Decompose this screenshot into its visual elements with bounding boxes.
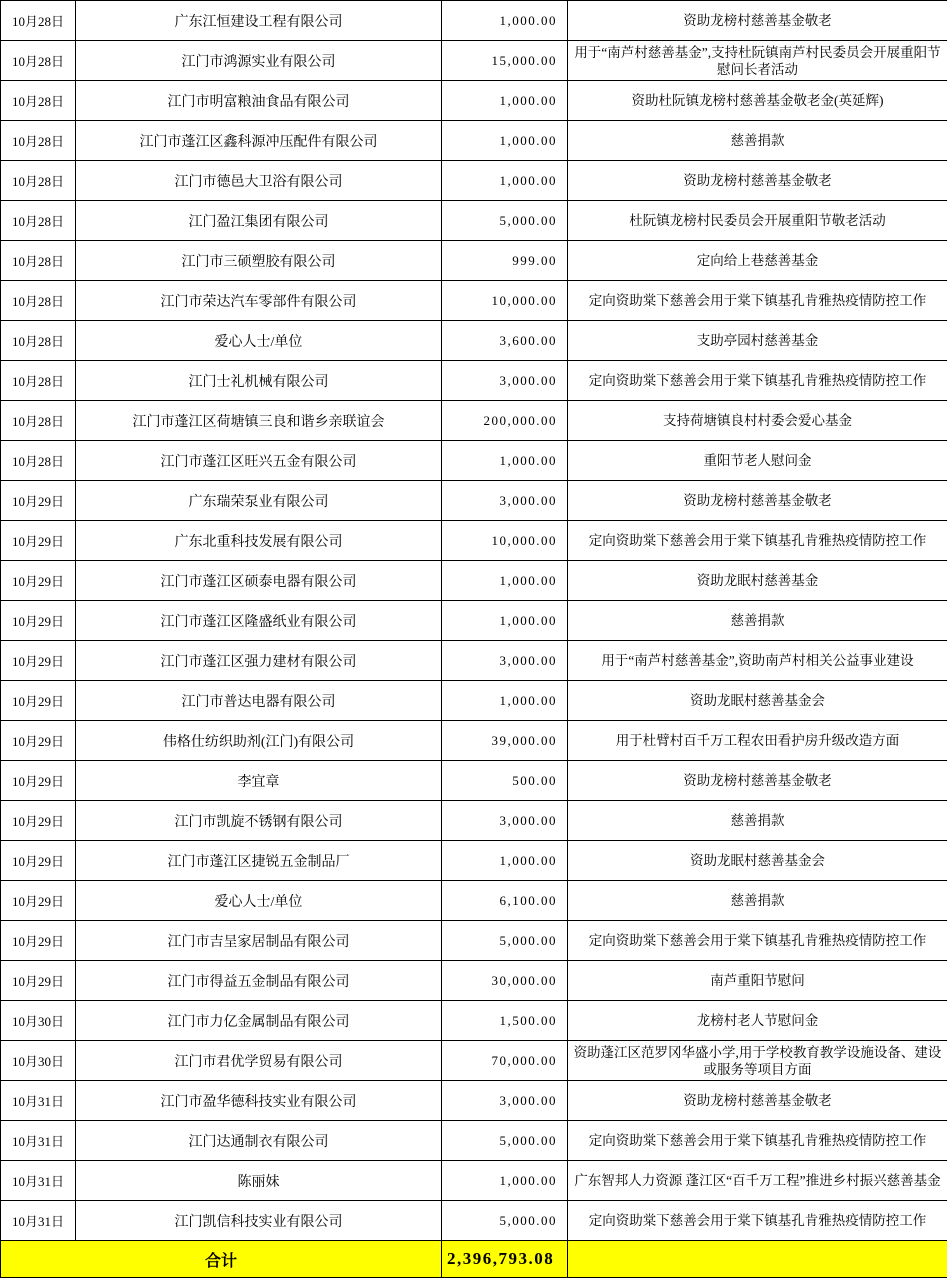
purpose-cell: 定向资助棠下慈善会用于棠下镇基孔肯雅热疫情防控工作 xyxy=(568,1201,947,1241)
donor-cell: 江门市君优学贸易有限公司 xyxy=(76,1041,442,1081)
table-row xyxy=(1,521,947,561)
table-row xyxy=(1,201,947,241)
table-row xyxy=(1,81,947,121)
date-cell: 10月29日 xyxy=(1,921,76,961)
donor-cell: 江门市盈华德科技实业有限公司 xyxy=(76,1081,442,1121)
table-row xyxy=(1,161,947,201)
donor-cell: 江门市鸿源实业有限公司 xyxy=(76,41,442,81)
amount-cell: 5,000.00 xyxy=(442,921,568,961)
table-row xyxy=(1,1,947,41)
amount-cell: 1,000.00 xyxy=(442,1161,568,1201)
purpose-cell: 用于“南芦村慈善基金”,支持杜阮镇南芦村民委员会开展重阳节慰问长者活动 xyxy=(568,41,947,81)
donor-cell: 江门市蓬江区隆盛纸业有限公司 xyxy=(76,601,442,641)
purpose-cell: 慈善捐款 xyxy=(568,881,947,921)
donor-cell: 江门市德邑大卫浴有限公司 xyxy=(76,161,442,201)
donor-cell: 陈丽妹 xyxy=(76,1161,442,1201)
total-empty-cell xyxy=(568,1241,947,1278)
table-row xyxy=(1,1161,947,1201)
table-row xyxy=(1,801,947,841)
date-cell: 10月28日 xyxy=(1,321,76,361)
amount-cell: 5,000.00 xyxy=(442,201,568,241)
donor-cell: 江门士礼机械有限公司 xyxy=(76,361,442,401)
date-cell: 10月28日 xyxy=(1,81,76,121)
donor-cell: 广东江恒建设工程有限公司 xyxy=(76,1,442,41)
donor-cell: 江门市普达电器有限公司 xyxy=(76,681,442,721)
table-row xyxy=(1,561,947,601)
purpose-cell: 重阳节老人慰问金 xyxy=(568,441,947,481)
table-row xyxy=(1,401,947,441)
purpose-cell: 南芦重阳节慰问 xyxy=(568,961,947,1001)
date-cell: 10月28日 xyxy=(1,441,76,481)
purpose-cell: 资助龙榜村慈善基金敬老 xyxy=(568,1,947,41)
table-row xyxy=(1,961,947,1001)
date-cell: 10月30日 xyxy=(1,1041,76,1081)
date-cell: 10月28日 xyxy=(1,201,76,241)
amount-cell: 1,000.00 xyxy=(442,161,568,201)
table-row xyxy=(1,481,947,521)
amount-cell: 1,000.00 xyxy=(442,841,568,881)
purpose-cell: 资助龙眠村慈善基金会 xyxy=(568,841,947,881)
total-section xyxy=(1,1241,947,1278)
amount-cell: 10,000.00 xyxy=(442,281,568,321)
donor-cell: 江门凯信科技实业有限公司 xyxy=(76,1201,442,1241)
table-row xyxy=(1,1121,947,1161)
amount-cell: 1,000.00 xyxy=(442,681,568,721)
table-row xyxy=(1,841,947,881)
amount-cell: 1,000.00 xyxy=(442,441,568,481)
amount-cell: 1,000.00 xyxy=(442,601,568,641)
table-row xyxy=(1,41,947,81)
purpose-cell: 定向资助棠下慈善会用于棠下镇基孔肯雅热疫情防控工作 xyxy=(568,361,947,401)
amount-cell: 5,000.00 xyxy=(442,1121,568,1161)
amount-cell: 3,000.00 xyxy=(442,361,568,401)
date-cell: 10月29日 xyxy=(1,641,76,681)
purpose-cell: 资助龙榜村慈善基金敬老 xyxy=(568,161,947,201)
purpose-cell: 资助龙眠村慈善基金会 xyxy=(568,681,947,721)
table-row xyxy=(1,281,947,321)
amount-cell: 999.00 xyxy=(442,241,568,281)
date-cell: 10月31日 xyxy=(1,1161,76,1201)
table-row xyxy=(1,361,947,401)
amount-cell: 3,000.00 xyxy=(442,481,568,521)
date-cell: 10月28日 xyxy=(1,241,76,281)
date-cell: 10月29日 xyxy=(1,481,76,521)
amount-cell: 3,000.00 xyxy=(442,801,568,841)
amount-cell: 15,000.00 xyxy=(442,41,568,81)
purpose-cell: 龙榜村老人节慰问金 xyxy=(568,1001,947,1041)
date-cell: 10月29日 xyxy=(1,761,76,801)
date-cell: 10月29日 xyxy=(1,561,76,601)
date-cell: 10月29日 xyxy=(1,601,76,641)
donor-cell: 江门市明富粮油食品有限公司 xyxy=(76,81,442,121)
date-cell: 10月29日 xyxy=(1,881,76,921)
purpose-cell: 慈善捐款 xyxy=(568,601,947,641)
amount-cell: 3,600.00 xyxy=(442,321,568,361)
purpose-cell: 定向资助棠下慈善会用于棠下镇基孔肯雅热疫情防控工作 xyxy=(568,521,947,561)
purpose-cell: 定向资助棠下慈善会用于棠下镇基孔肯雅热疫情防控工作 xyxy=(568,281,947,321)
purpose-cell: 支助亭园村慈善基金 xyxy=(568,321,947,361)
purpose-cell: 杜阮镇龙榜村民委员会开展重阳节敬老活动 xyxy=(568,201,947,241)
donor-cell: 江门市三硕塑胶有限公司 xyxy=(76,241,442,281)
date-cell: 10月28日 xyxy=(1,121,76,161)
donor-cell: 李宜章 xyxy=(76,761,442,801)
amount-cell: 1,500.00 xyxy=(442,1001,568,1041)
amount-cell: 30,000.00 xyxy=(442,961,568,1001)
amount-cell: 500.00 xyxy=(442,761,568,801)
purpose-cell: 定向资助棠下慈善会用于棠下镇基孔肯雅热疫情防控工作 xyxy=(568,921,947,961)
donor-cell: 江门市蓬江区硕泰电器有限公司 xyxy=(76,561,442,601)
purpose-cell: 资助龙眠村慈善基金 xyxy=(568,561,947,601)
amount-cell: 6,100.00 xyxy=(442,881,568,921)
donor-cell: 广东北重科技发展有限公司 xyxy=(76,521,442,561)
purpose-cell: 支持荷塘镇良村村委会爱心基金 xyxy=(568,401,947,441)
purpose-cell: 用于杜臂村百千万工程农田看护房升级改造方面 xyxy=(568,721,947,761)
amount-cell: 3,000.00 xyxy=(442,641,568,681)
amount-cell: 39,000.00 xyxy=(442,721,568,761)
donor-cell: 江门市蓬江区鑫科源冲压配件有限公司 xyxy=(76,121,442,161)
date-cell: 10月29日 xyxy=(1,961,76,1001)
amount-cell: 5,000.00 xyxy=(442,1201,568,1241)
date-cell: 10月29日 xyxy=(1,681,76,721)
amount-cell: 70,000.00 xyxy=(442,1041,568,1081)
donation-rows xyxy=(1,1,947,1241)
date-cell: 10月28日 xyxy=(1,281,76,321)
table-row xyxy=(1,681,947,721)
donor-cell: 江门市凯旋不锈钢有限公司 xyxy=(76,801,442,841)
table-row xyxy=(1,1041,947,1081)
table-row xyxy=(1,601,947,641)
donor-cell: 江门市得益五金制品有限公司 xyxy=(76,961,442,1001)
date-cell: 10月29日 xyxy=(1,801,76,841)
table-row xyxy=(1,321,947,361)
date-cell: 10月29日 xyxy=(1,721,76,761)
table-row xyxy=(1,881,947,921)
donor-cell: 江门市荣达汽车零部件有限公司 xyxy=(76,281,442,321)
donor-cell: 江门市蓬江区捷锐五金制品厂 xyxy=(76,841,442,881)
total-label-cell: 合计 xyxy=(1,1241,442,1278)
date-cell: 10月28日 xyxy=(1,161,76,201)
total-amount-cell: 2,396,793.08 xyxy=(442,1241,568,1278)
donor-cell: 江门市蓬江区强力建材有限公司 xyxy=(76,641,442,681)
date-cell: 10月30日 xyxy=(1,1001,76,1041)
total-row xyxy=(1,1241,947,1278)
table-row xyxy=(1,441,947,481)
date-cell: 10月28日 xyxy=(1,361,76,401)
date-cell: 10月31日 xyxy=(1,1121,76,1161)
date-cell: 10月28日 xyxy=(1,41,76,81)
amount-cell: 1,000.00 xyxy=(442,561,568,601)
table-row xyxy=(1,1081,947,1121)
donor-cell: 爱心人士/单位 xyxy=(76,881,442,921)
donor-cell: 江门市蓬江区旺兴五金有限公司 xyxy=(76,441,442,481)
donor-cell: 伟格仕纺织助剂(江门)有限公司 xyxy=(76,721,442,761)
table-row xyxy=(1,1001,947,1041)
date-cell: 10月31日 xyxy=(1,1201,76,1241)
donor-cell: 江门市蓬江区荷塘镇三良和谐乡亲联谊会 xyxy=(76,401,442,441)
amount-cell: 200,000.00 xyxy=(442,401,568,441)
purpose-cell: 资助龙榜村慈善基金敬老 xyxy=(568,1081,947,1121)
donor-cell: 江门达通制衣有限公司 xyxy=(76,1121,442,1161)
purpose-cell: 慈善捐款 xyxy=(568,801,947,841)
donor-cell: 江门盈江集团有限公司 xyxy=(76,201,442,241)
amount-cell: 1,000.00 xyxy=(442,1,568,41)
date-cell: 10月29日 xyxy=(1,521,76,561)
purpose-cell: 定向资助棠下慈善会用于棠下镇基孔肯雅热疫情防控工作 xyxy=(568,1121,947,1161)
date-cell: 10月29日 xyxy=(1,841,76,881)
table-row xyxy=(1,1201,947,1241)
date-cell: 10月28日 xyxy=(1,1,76,41)
purpose-cell: 定向给上巷慈善基金 xyxy=(568,241,947,281)
amount-cell: 10,000.00 xyxy=(442,521,568,561)
amount-cell: 3,000.00 xyxy=(442,1081,568,1121)
donor-cell: 广东瑞荣泵业有限公司 xyxy=(76,481,442,521)
table-row xyxy=(1,121,947,161)
table-row xyxy=(1,641,947,681)
donor-cell: 江门市吉呈家居制品有限公司 xyxy=(76,921,442,961)
table-row xyxy=(1,761,947,801)
table-row xyxy=(1,241,947,281)
amount-cell: 1,000.00 xyxy=(442,81,568,121)
purpose-cell: 用于“南芦村慈善基金”,资助南芦村相关公益事业建设 xyxy=(568,641,947,681)
date-cell: 10月28日 xyxy=(1,401,76,441)
purpose-cell: 资助龙榜村慈善基金敬老 xyxy=(568,481,947,521)
date-cell: 10月31日 xyxy=(1,1081,76,1121)
purpose-cell: 资助杜阮镇龙榜村慈善基金敬老金(英延辉) xyxy=(568,81,947,121)
donor-cell: 爱心人士/单位 xyxy=(76,321,442,361)
amount-cell: 1,000.00 xyxy=(442,121,568,161)
donor-cell: 江门市力亿金属制品有限公司 xyxy=(76,1001,442,1041)
purpose-cell: 慈善捐款 xyxy=(568,121,947,161)
purpose-cell: 资助龙榜村慈善基金敬老 xyxy=(568,761,947,801)
table-row xyxy=(1,721,947,761)
table-row xyxy=(1,921,947,961)
purpose-cell: 资助蓬江区范罗冈华盛小学,用于学校教育教学设施设备、建设或服务等项目方面 xyxy=(568,1041,947,1081)
purpose-cell: 广东智邦人力资源 蓬江区“百千万工程”推进乡村振兴慈善基金 xyxy=(568,1161,947,1201)
